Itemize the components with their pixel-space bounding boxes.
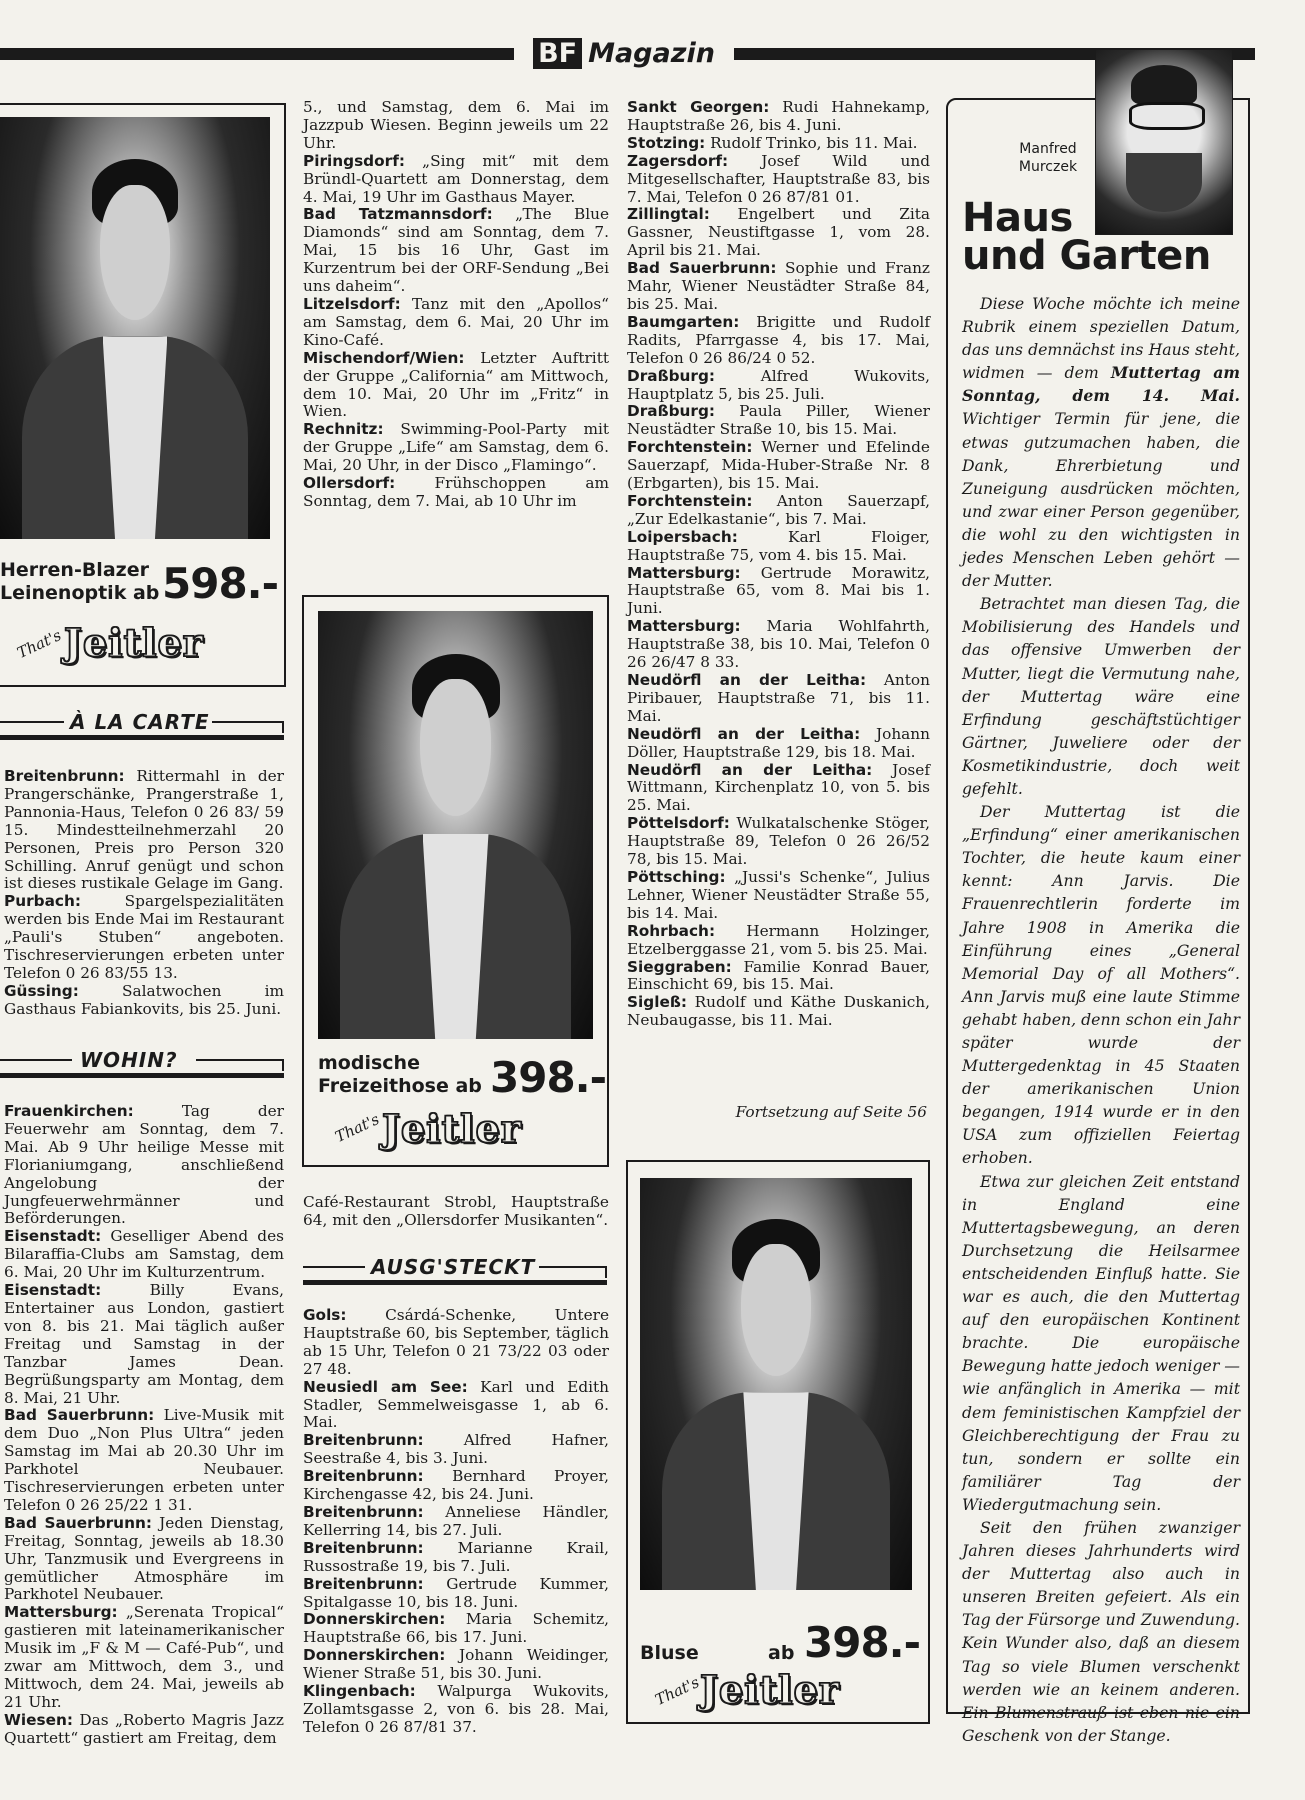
article-paragraph: Diese Woche möchte ich meine Rubrik einem speziellen Datum, das uns demnächst ins Haus steht, widmen — dem Muttertag am Sonntag, dem 14. Mai. Wichtiger Termin für jene, die etwas gutzumachen haben, die Dank, Ehrerbietung und Zuneigung ausdrücken möchten, und zwar einer Person gegenüber, die wohl zu den wichtigsten in jedes Menschen Leben gehört — der Mutter. [962, 294, 1240, 591]
author-name [1003, 140, 1093, 176]
list-item: Donnerskirchen: Maria Schemitz, Hauptstraße 66, bis 17. Juni. [303, 1610, 609, 1647]
wohin-list [4, 1103, 284, 1748]
list-item: Purbach: Spargelspezialitäten werden bis Ende Mai im Restaurant „Pauli's Stuben“ angeboten. Tischreservierungen erbeten unter Telefon 0 26 83/55 13. [4, 892, 284, 982]
ad-blazer [0, 103, 286, 687]
ad-blouse-brand-logo: Jeitler [700, 1667, 840, 1712]
ad-blazer-tag: That's [14, 626, 65, 662]
ad-blazer-price: 598.- [162, 559, 279, 608]
ad-blouse [626, 1160, 930, 1724]
list-item: Draßburg: Alfred Wukovits, Hauptplatz 5, bis 25. Juli. [627, 366, 930, 403]
list-item: Eisenstadt: Geselliger Abend des Bilaraffia-Clubs am Samstag, dem 6. Mai, 20 Uhr im Kulturzentrum. [4, 1227, 284, 1282]
ad-trousers-brand-logo: Jeitler [382, 1106, 522, 1151]
ad-trousers [302, 595, 609, 1167]
list-item: Neudörfl an der Leitha: Josef Wittmann, Kirchenplatz 10, von 5. bis 25. Mai. [627, 760, 930, 815]
ad-blouse-tag: That's [652, 1673, 703, 1709]
ausgsteckt-list [303, 1307, 609, 1737]
continuation-text: Café-Restaurant Strobl, Hauptstraße 64, mit den „Ollersdorfer Musikanten“. [303, 1193, 609, 1229]
list-item: Rechnitz: Swimming-Pool-Party mit der Gruppe „Life“ am Samstag, dem 6. Mai, 20 Uhr, in der Disco „Flamingo“. [303, 420, 609, 475]
ad-blazer-line1: Herren-Blazer [0, 559, 149, 581]
ad-blouse-line1: Bluse [640, 1642, 699, 1664]
list-item: Pöttelsdorf: Wulkatalschenke Stöger, Hauptstraße 89, Telefon 0 26 26/52 78, bis 15. Mai. [627, 814, 930, 869]
list-item: Rohrbach: Hermann Holzinger, Etzelberggasse 21, vom 5. bis 25. Mai. [627, 921, 930, 958]
logo-title: Magazin [588, 38, 715, 69]
list-item: Baumgarten: Brigitte und Rudolf Radits, Pfarrgasse 4, bis 17. Mai, Telefon 0 26 86/24 0 52. [627, 312, 930, 367]
list-item: Breitenbrunn: Anneliese Händler, Kellerring 14, bis 27. Juli. [303, 1502, 609, 1539]
list-item: Forchtenstein: Anton Sauerzapf, „Zur Edelkastanie“, bis 7. Mai. [627, 491, 930, 528]
list-item: Zagersdorf: Josef Wild und Mitgesellschafter, Hauptstraße 83, bis 7. Mai, Telefon 0 26 87/81 01. [627, 151, 930, 206]
list-item: Bad Sauerbrunn: Jeden Dienstag, Freitag, Sonntag, jeweils ab 18.30 Uhr, Tanzmusik und Evergreens in gemütlicher Atmosphäre im Parkhotel Neubauer. [4, 1513, 284, 1604]
ad-trousers-price: 398.- [490, 1053, 607, 1102]
list-item: Stotzing: Rudolf Trinko, bis 11. Mai. [627, 133, 918, 152]
section-wohin-title: WOHIN? [80, 1048, 178, 1072]
ad-trousers-line1: modische [318, 1052, 420, 1074]
list-item: Piringsdorf: „Sing mit“ mit dem Bründl-Quartett am Donnerstag, dem 4. Mai, 19 Uhr im Gasthaus Mayer. [303, 151, 609, 206]
list-item: Ollersdorf: Frühschoppen am Sonntag, dem 7. Mai, ab 10 Uhr im [303, 474, 609, 510]
ad-trousers-line2: Freizeithose ab [318, 1075, 482, 1097]
ad-blouse-line2: ab [768, 1642, 795, 1664]
list-item: Bad Sauerbrunn: Live-Musik mit dem Duo „Non Plus Ultra“ jeden Samstag im Mai ab 20.30 Uhr im Parkhotel Neubauer. Tischreservierungen erbeten unter Telefon 0 26 25/22 1 31. [4, 1406, 284, 1514]
section-ausgsteckt-title: AUSG'STECKT [371, 1255, 536, 1279]
list-item: Güssing: Salatwochen im Gasthaus Fabiankovits, bis 25. Juni. [4, 981, 284, 1018]
ollersdorf-continuation [303, 1194, 609, 1230]
list-item: Neusiedl am See: Karl und Edith Stadler, Semmelweisgasse 1, ab 6. Mai. [303, 1377, 610, 1432]
list-item: Neudörfl an der Leitha: Johann Döller, Hauptstraße 129, bis 18. Mai. [627, 724, 930, 761]
list-item: Mischendorf/Wien: Letzter Auftritt der Gruppe „California“ am Mittwoch, dem 10. Mai, 20 Uhr im „Fritz“ in Wien. [303, 348, 609, 421]
list-item: Mattersburg: „Serenata Tropical“ gastieren mit lateinamerikanischer Musik im „F & M — Café-Pub“, und zwar am Mittwoch, dem 3., und Mittwoch, dem 24. Mai, jeweils ab 21 Uhr. [4, 1603, 284, 1711]
list-item: Pöttsching: „Jussi's Schenke“, Julius Lehner, Wiener Neustädter Straße 55, bis 14. Mai. [627, 867, 930, 922]
buschenschank-list [627, 99, 930, 1030]
list-item: Bad Tatzmannsdorf: „The Blue Diamonds“ sind am Sonntag, dem 7. Mai, 15 bis 16 Uhr, Gast im Kurzentrum bei der ORF-Sendung „Bei uns daheim“. [303, 205, 609, 296]
list-item: Frauenkirchen: Tag der Feuerwehr am Sonntag, dem 7. Mai. Ab 9 Uhr heilige Messe mit Florianiumgang, anschließend Angelobung der Jungfeuerwehrmänner und Beförderungen. [4, 1102, 284, 1228]
article-paragraph: Etwa zur gleichen Zeit entstand in England eine Muttertagsbewegung, an deren Durchsetzung die Heilsarmee entscheidenden Einfluß hatte. Sie war es auch, die den Muttertag auf den europäischen Kontinent brachte. Die europäische Bewegung hatte jedoch weniger — wie anfänglich in Amerika — mit dem feministischen Kampfziel der Gleichberechtigung der Frau zu tun, sondern er sollte ein familiärer Tag der Wiedergutmachung sein. [962, 1171, 1240, 1514]
section-a-la-carte-header [0, 711, 286, 733]
a-la-carte-list [4, 768, 284, 1019]
logo-prefix: BF [533, 38, 582, 69]
header-rule-left [0, 48, 515, 60]
list-item: Mattersburg: Maria Wohlfahrth, Hauptstraße 38, bis 10. Mai, Telefon 0 26 26/47 8 33. [627, 617, 930, 672]
article-paragraph: Seit den frühen zwanziger Jahren dieses Jahrhunderts wird der Muttertag also auch in unseren Breiten gefeiert. Als ein Tag der Fürsorge und Zuwendung. Kein Wunder also, daß an diesem Tag so viele Blumen verschenkt werden wie an keinem anderen. Ein Blumenstrauß ist eben nie ein Geschenk von der Stange. [962, 1517, 1240, 1745]
list-item: Klingenbach: Walpurga Wukovits, Zollamtsgasse 2, von 6. bis 28. Mai, Telefon 0 26 87/81 37. [303, 1682, 609, 1736]
ad-photo-blouse [640, 1178, 912, 1590]
list-item: Breitenbrunn: Gertrude Kummer, Spitalgasse 10, bis 18. Juni. [303, 1574, 609, 1611]
list-item: Litzelsdorf: Tanz mit den „Apollos“ am Samstag, dem 6. Mai, 20 Uhr im Kino-Café. [303, 294, 609, 349]
column-title-line2: und Garten [962, 233, 1211, 279]
author-last-name: Murczek [1018, 159, 1078, 175]
author-first-name: Manfred [1019, 141, 1077, 157]
ad-photo-trousers [318, 611, 593, 1039]
list-item: Eisenstadt: Billy Evans, Entertainer aus London, gastiert von 8. bis 21. Mai täglich außer Freitag und Samstag in der Tanzbar James Dean. Begrüßungsparty am Montag, dem 8. Mai, 21 Uhr. [4, 1281, 284, 1407]
ad-blouse-price: 398.- [804, 1618, 921, 1667]
list-item: Wiesen: Das „Roberto Magris Jazz Quartett“ gastiert am Freitag, dem [4, 1710, 284, 1747]
article-paragraph: Der Muttertag ist die „Erfindung“ einer amerikanischen Tochter, die heute kaum einer kennt: Ann Jarvis. Die Frauenrechtlerin forderte im Jahre 1908 in Amerika die Einführung eines „General Memorial Day of all Mothers“. Ann Jarvis muß eine laute Stimme gehabt haben, denn schon ein Jahr später wurde der Muttergedenktag in 45 Staaten der amerikanischen Union begangen, 1914 wurde er in den USA zum offiziellen Feiertag erhoben. [962, 802, 1240, 1168]
continued-note: Fortsetzung auf Seite 56 [735, 1103, 927, 1121]
list-item: Mattersburg: Gertrude Morawitz, Hauptstraße 65, vom 8. Mai bis 1. Juni. [627, 563, 930, 618]
list-item: Breitenbrunn: Bernhard Proyer, Kirchengasse 42, bis 24. Juni. [303, 1467, 609, 1504]
ad-photo-blazer [0, 117, 270, 539]
magazine-logo [514, 38, 734, 70]
list-item: Sankt Georgen: Rudi Hahnekamp, Hauptstraße 26, bis 4. Juni. [627, 98, 930, 134]
ad-blazer-text [0, 559, 160, 605]
list-item: Breitenbrunn: Alfred Hafner, Seestraße 4, bis 3. Juni. [303, 1431, 609, 1468]
ad-trousers-text [318, 1052, 488, 1098]
list-item: 5., und Samstag, dem 6. Mai im Jazzpub Wiesen. Beginn jeweils um 22 Uhr. [303, 98, 609, 152]
ad-trousers-tag: That's [332, 1110, 383, 1146]
list-item: Donnerskirchen: Johann Weidinger, Wiener Straße 51, bis 30. Juni. [303, 1646, 609, 1683]
list-item: Breitenbrunn: Marianne Krail, Russostraße 19, bis 7. Juli. [303, 1538, 609, 1575]
list-item: Gols: Csárdá-Schenke, Untere Hauptstraße 60, bis September, täglich ab 15 Uhr, Telefon 0 21 73/22 03 oder 27 48. [303, 1306, 609, 1378]
list-item: Neudörfl an der Leitha: Anton Piribauer, Hauptstraße 71, bis 11. Mai. [627, 671, 930, 725]
ad-blazer-line2: Leinenoptik ab [0, 582, 160, 604]
list-item: Forchtenstein: Werner und Efelinde Sauerzapf, Mida-Huber-Straße Nr. 8 (Erbgarten), bis 15. Mai. [627, 438, 930, 493]
section-wohin-header [0, 1049, 286, 1071]
list-item: Sigleß: Rudolf und Käthe Duskanich, Neubaugasse, bis 11. Mai. [627, 993, 930, 1030]
list-item: Sieggraben: Familie Konrad Bauer, Einschicht 69, bis 15. Mai. [627, 957, 930, 994]
article-paragraph: Betrachtet man diesen Tag, die Mobilisierung des Handels und das offensive Umwerben der Mutter, liegt die Vermutung nahe, der Muttertag wäre eine Erfindung geschäftstüchtiger Gärtner, Juweliere oder der Kosmetikindustrie, doch weit gefehlt. [962, 594, 1240, 798]
list-item: Bad Sauerbrunn: Sophie und Franz Mahr, Wiener Neustädter Straße 84, bis 25. Mai. [627, 259, 930, 313]
ad-blazer-brand-logo: Jeitler [64, 620, 204, 665]
section-ausgsteckt-header [303, 1256, 609, 1278]
section-a-la-carte-title: À LA CARTE [70, 710, 210, 734]
list-item: Zillingtal: Engelbert und Zita Gassner, Neustiftgasse 1, vom 28. April bis 21. Mai. [627, 205, 930, 260]
column-title-line1: Haus [962, 195, 1073, 241]
events-list-continued [303, 99, 609, 511]
column-article [962, 292, 1240, 1747]
list-item: Draßburg: Paula Piller, Wiener Neustädter Straße 10, bis 15. Mai. [627, 402, 930, 439]
column-title [962, 195, 1242, 279]
list-item: Breitenbrunn: Rittermahl in der Prangerschänke, Prangerstraße 1, Pannonia-Haus, Telefon 0 26 83/ 59 15. Mindestteilnehmerzahl 20 Personen, Preis pro Person 320 Schilling. Anruf genügt und schon ist dieses rustikale Gelage im Gang. [4, 767, 284, 893]
list-item: Loipersbach: Karl Floiger, Hauptstraße 75, vom 4. bis 15. Mai. [627, 527, 930, 564]
